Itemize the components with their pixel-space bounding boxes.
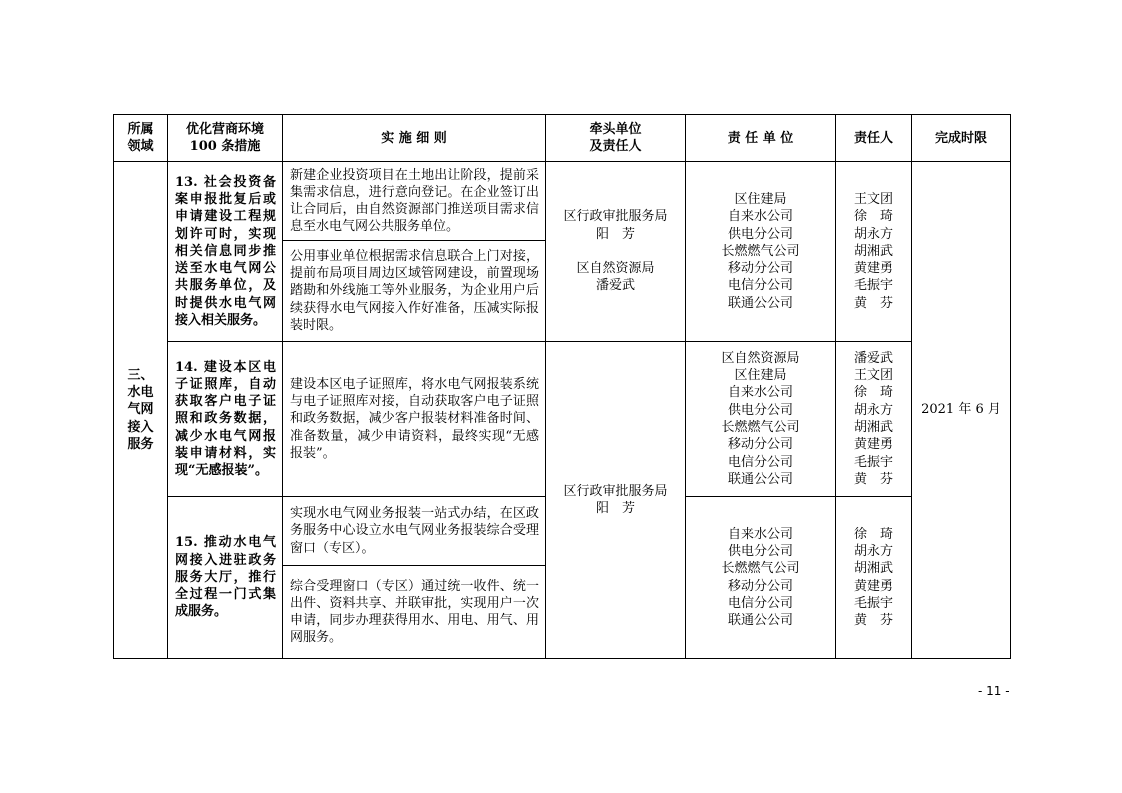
detail-13a: 新建企业投资项目在土地出让阶段，提前采集需求信息，进行意向登记。在企业签订出让合同后，由自然资源部门推送项目需求信息至水电气网公共服务单位。 <box>283 162 546 241</box>
lead-14-15: 区行政审批服务局 阳 芳 <box>546 342 686 659</box>
persons-14: 潘爱武 王文团 徐 琦 胡永方 胡湘武 黄建勇 毛振宇 黄 芬 <box>836 342 912 497</box>
header-unit: 责 任 单 位 <box>686 115 836 162</box>
table-row <box>114 342 1011 497</box>
header-deadline: 完成时限 <box>912 115 1011 162</box>
persons-15: 徐 琦 胡永方 胡湘武 黄建勇 毛振宇 黄 芬 <box>836 497 912 659</box>
detail-15a: 实现水电气网业务报装一站式办结，在区政务服务中心设立水电气网业务报装综合受理窗口（专区）。 <box>283 497 546 566</box>
units-13: 区住建局 自来水公司 供电分公司 长燃燃气公司 移动分公司 电信分公司 联通公公司 <box>686 162 836 342</box>
header-lead: 牵头单位 及责任人 <box>546 115 686 162</box>
table-row <box>114 162 1011 241</box>
header-field: 所属 领域 <box>114 115 168 162</box>
measure-14: 14. 建设本区电子证照库，自动获取客户电子证照和政务数据，减少水电气网报装申请材料，实现“无感报装”。 <box>168 342 283 497</box>
measures-table <box>113 114 1011 659</box>
detail-14: 建设本区电子证照库，将水电气网报装系统与电子证照库对接，自动获取客户电子证照和政务数据，减少客户报装材料准备时间、准备数量，减少申请资料，最终实现“无感报装”。 <box>283 342 546 497</box>
units-14: 区自然资源局 区住建局 自来水公司 供电分公司 长燃燃气公司 移动分公司 电信分公司 联通公公司 <box>686 342 836 497</box>
header-person: 责任人 <box>836 115 912 162</box>
deadline-cell: 2021 年 6 月 <box>912 162 1011 659</box>
detail-13b: 公用事业单位根据需求信息联合上门对接，提前布局项目周边区域管网建设，前置现场踏勘和外线施工等外业服务，为企业用户后续获得水电气网接入作好准备，压减实际报装时限。 <box>283 241 546 342</box>
page-number: - 11 - <box>978 684 1010 698</box>
measure-15: 15. 推动水电气网接入进驻政务服务大厅，推行全过程一门式集成服务。 <box>168 497 283 659</box>
units-15: 自来水公司 供电分公司 长燃燃气公司 移动分公司 电信分公司 联通公公司 <box>686 497 836 659</box>
lead-13: 区行政审批服务局 阳 芳 区自然资源局 潘爱武 <box>546 162 686 342</box>
header-detail: 实 施 细 则 <box>283 115 546 162</box>
header-row <box>114 115 1011 162</box>
persons-13: 王文团 徐 琦 胡永方 胡湘武 黄建勇 毛振宇 黄 芬 <box>836 162 912 342</box>
measure-13: 13. 社会投资备案申报批复后或申请建设工程规划许可时，实现相关信息同步推送至水电气网公共服务单位，及时提供水电气网接入相关服务。 <box>168 162 283 342</box>
detail-15b: 综合受理窗口（专区）通过统一收件、统一出件、资料共享、并联审批，实现用户一次申请，同步办理获得用水、用电、用气、用网服务。 <box>283 566 546 659</box>
header-measure: 优化营商环境 100 条措施 <box>168 115 283 162</box>
field-cell: 三、 水电 气网 接入 服务 <box>114 162 168 659</box>
